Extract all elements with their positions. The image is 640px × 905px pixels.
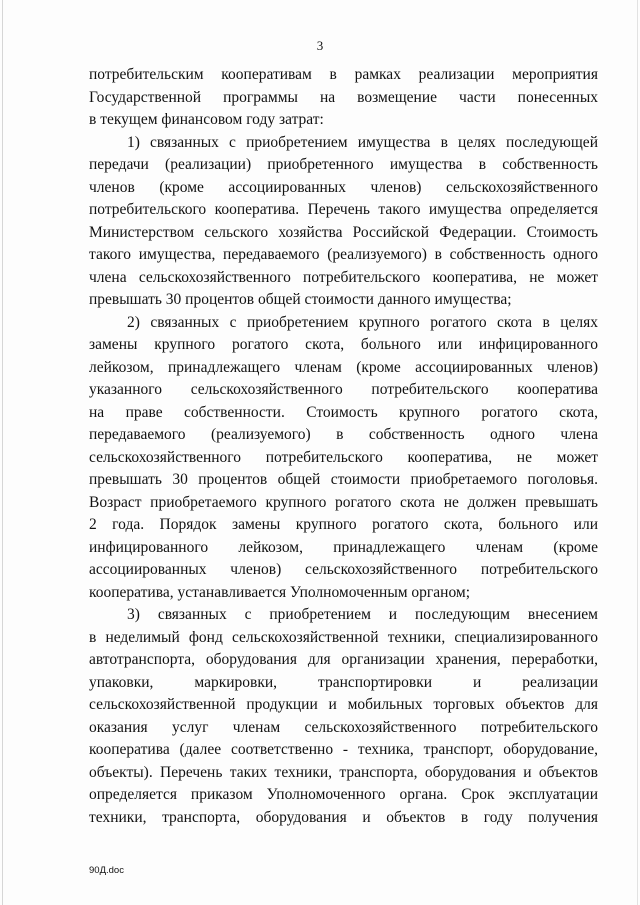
text-line: лейкозом, принадлежащего членам (кроме ассоциированных членов): [89, 358, 598, 376]
text-line: объекты). Перечень таких техники, транспорта, оборудования и объектов: [89, 763, 598, 781]
text-line: указанного сельскохозяйственного потребительского кооператива: [89, 381, 598, 398]
text-line: инфицированного лейкозом, принадлежащего членам (кроме: [89, 538, 598, 556]
text-line: ассоциированных членов) сельскохозяйственного потребительского: [89, 561, 598, 578]
text-line: упаковки, маркировки, транспортировки и реализации: [89, 673, 598, 691]
text-line: замены крупного рогатого скота, больного или инфицированного: [89, 336, 598, 353]
text-line: 3) связанных с приобретением и последующим внесением: [127, 606, 598, 623]
text-line: Государственной программы на возмещение части понесенных: [89, 88, 598, 106]
text-line: превышать 30 процентов общей стоимости приобретаемого поголовья.: [89, 471, 598, 488]
text-line: Министерством сельского хозяйства Российской Федерации. Стоимость: [89, 223, 598, 241]
text-line: определяется приказом Уполномоченного органа. Срок эксплуатации: [89, 786, 598, 803]
text-line: передачи (реализации) приобретенного имущества в собственность: [89, 156, 598, 173]
text-line: потребительского кооператива. Перечень такого имущества определяется: [89, 201, 598, 218]
text-line: сельскохозяйственной продукции и мобильных торговых объектов для: [89, 696, 598, 713]
text-line: 1) связанных с приобретением имущества в целях последующей: [127, 133, 598, 151]
text-line: членов (кроме ассоциированных членов) сельскохозяйственного: [89, 178, 598, 196]
text-line: кооператива, устанавливается Уполномоченным органом;: [89, 583, 471, 601]
text-line: такого имущества, передаваемого (реализуемого) в собственность одного: [89, 246, 598, 263]
text-line: 2 года. Порядок замены крупного рогатого скота, больного или: [89, 516, 598, 533]
text-line: члена сельскохозяйственного потребительского кооператива, не может: [89, 268, 598, 286]
text-line: превышать 30 процентов общей стоимости данного имущества;: [89, 291, 512, 308]
text-line: 2) связанных с приобретением крупного рогатого скота в целях: [127, 313, 598, 331]
text-line: оказания услуг членам сельскохозяйственного потребительского: [89, 718, 598, 736]
text-line: на праве собственности. Стоимость крупного рогатого скота,: [89, 403, 598, 421]
text-line: кооператива (далее соответственно - техника, транспорт, оборудование,: [89, 741, 598, 758]
page-number: 3: [316, 38, 324, 53]
scan-edge-left: [2, 0, 3, 905]
text-line: потребительским кооперативам в рамках реализации мероприятия: [89, 66, 598, 83]
text-line: передаваемого (реализуемого) в собственность одного члена: [89, 426, 598, 443]
scan-edge-right: [637, 0, 638, 905]
footer-filename: 90Д.doc: [89, 865, 124, 876]
text-line: автотранспорта, оборудования для организации хранения, переработки,: [89, 651, 598, 668]
text-line: сельскохозяйственного потребительского кооператива, не может: [89, 448, 598, 466]
text-line: техники, транспорта, оборудования и объектов в году получения: [89, 808, 598, 826]
text-line: в текущем финансовом году затрат:: [89, 111, 324, 128]
text-line: Возраст приобретаемого крупного рогатого скота не должен превышать: [89, 493, 598, 511]
body-text: [89, 64, 598, 829]
text-line: в неделимый фонд сельскохозяйственной техники, специализированного: [89, 628, 598, 646]
